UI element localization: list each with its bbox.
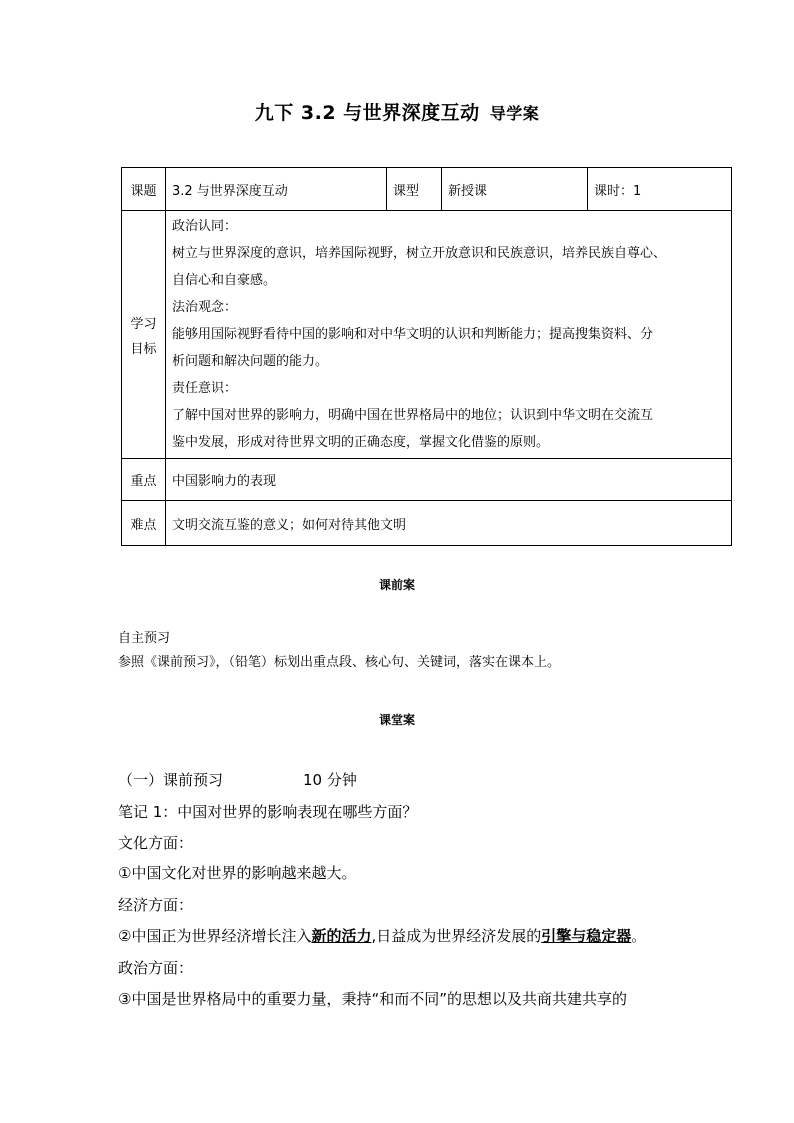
type-value: 新授课 [442,168,588,211]
document-title [0,98,794,125]
economy-heading: 经济方面： [118,896,194,914]
section-header [118,769,357,790]
pre-class-heading: 课前案 [378,578,415,592]
economy-text-c: ,日益成为世界经济发展的 [371,927,542,945]
pre-class-content [118,627,560,675]
table-row [122,211,732,459]
topic-value: 3.2 与世界深度互动 [166,168,387,211]
goal-line: 析问题和解决问题的能力。 [172,354,329,369]
goal-line: 能够用国际视野看待中国的影响和对中华文明的认识和判断能力；提高搜集资料、分 [172,327,654,342]
key-point-value: 中国影响力的表现 [166,459,732,501]
goal-line: 了解中国对世界的影响力，明确中国在世界格局中的地位；认识到中华文明在交流互 [172,408,654,423]
goal-line: 责任意识： [172,381,238,396]
goal-line: 法治观念： [172,300,238,315]
label-difficult-point: 难点 [122,501,166,546]
lesson-info-table [121,167,732,546]
label-topic: 课题 [122,168,166,211]
culture-heading: 文化方面： [118,834,194,852]
self-study-label: 自主预习 [118,631,171,646]
economy-text-a: ②中国正为世界经济增长注入 [118,927,312,945]
economy-point [118,925,646,946]
label-type: 课型 [387,168,442,211]
goal-line: 政治认同： [172,219,238,234]
note-question: 笔记 1：中国对世界的影响表现在哪些方面？ [118,803,418,821]
table-row [122,501,732,546]
table-row [122,459,732,501]
label-goals [122,211,166,459]
goals-content [166,211,732,459]
hours-value: 课时：1 [588,168,732,211]
section-time: 10 分钟 [303,771,357,789]
goal-line: 树立与世界深度的意识，培养国际视野，树立开放意识和民族意识，培养民族自尊心、 [172,246,667,261]
title-sub: 导学案 [489,104,540,123]
label-key-point: 重点 [122,459,166,501]
in-class-heading: 课堂案 [378,713,415,727]
culture-point: ①中国文化对世界的影响越来越大。 [118,864,357,882]
economy-keyword-engine: 引擎与稳定器 [541,927,632,945]
difficult-point-value: 文明交流互鉴的意义；如何对待其他文明 [166,501,732,546]
label-goals-line1: 学习 [130,316,157,332]
economy-text-e: 。 [631,927,647,945]
section-title: （一）课前预习 [118,771,224,789]
self-study-instruction: 参照《课前预习》，（铅笔）标划出重点段、核心句、关键词，落实在课本上。 [118,655,561,670]
title-main: 九下 3.2 与世界深度互动 [254,102,480,124]
goal-line: 自信心和自豪感。 [172,273,277,288]
table-row [122,168,732,211]
politics-heading: 政治方面： [118,959,194,977]
economy-keyword-vitality: 新的活力 [311,927,372,945]
politics-point: ③中国是世界格局中的重要力量，秉持“和而不同”的思想以及共商共建共享的 [118,990,627,1008]
label-goals-line2: 目标 [130,341,157,357]
goal-line: 鉴中发展，形成对待世界文明的正确态度，掌握文化借鉴的原则。 [172,435,550,450]
